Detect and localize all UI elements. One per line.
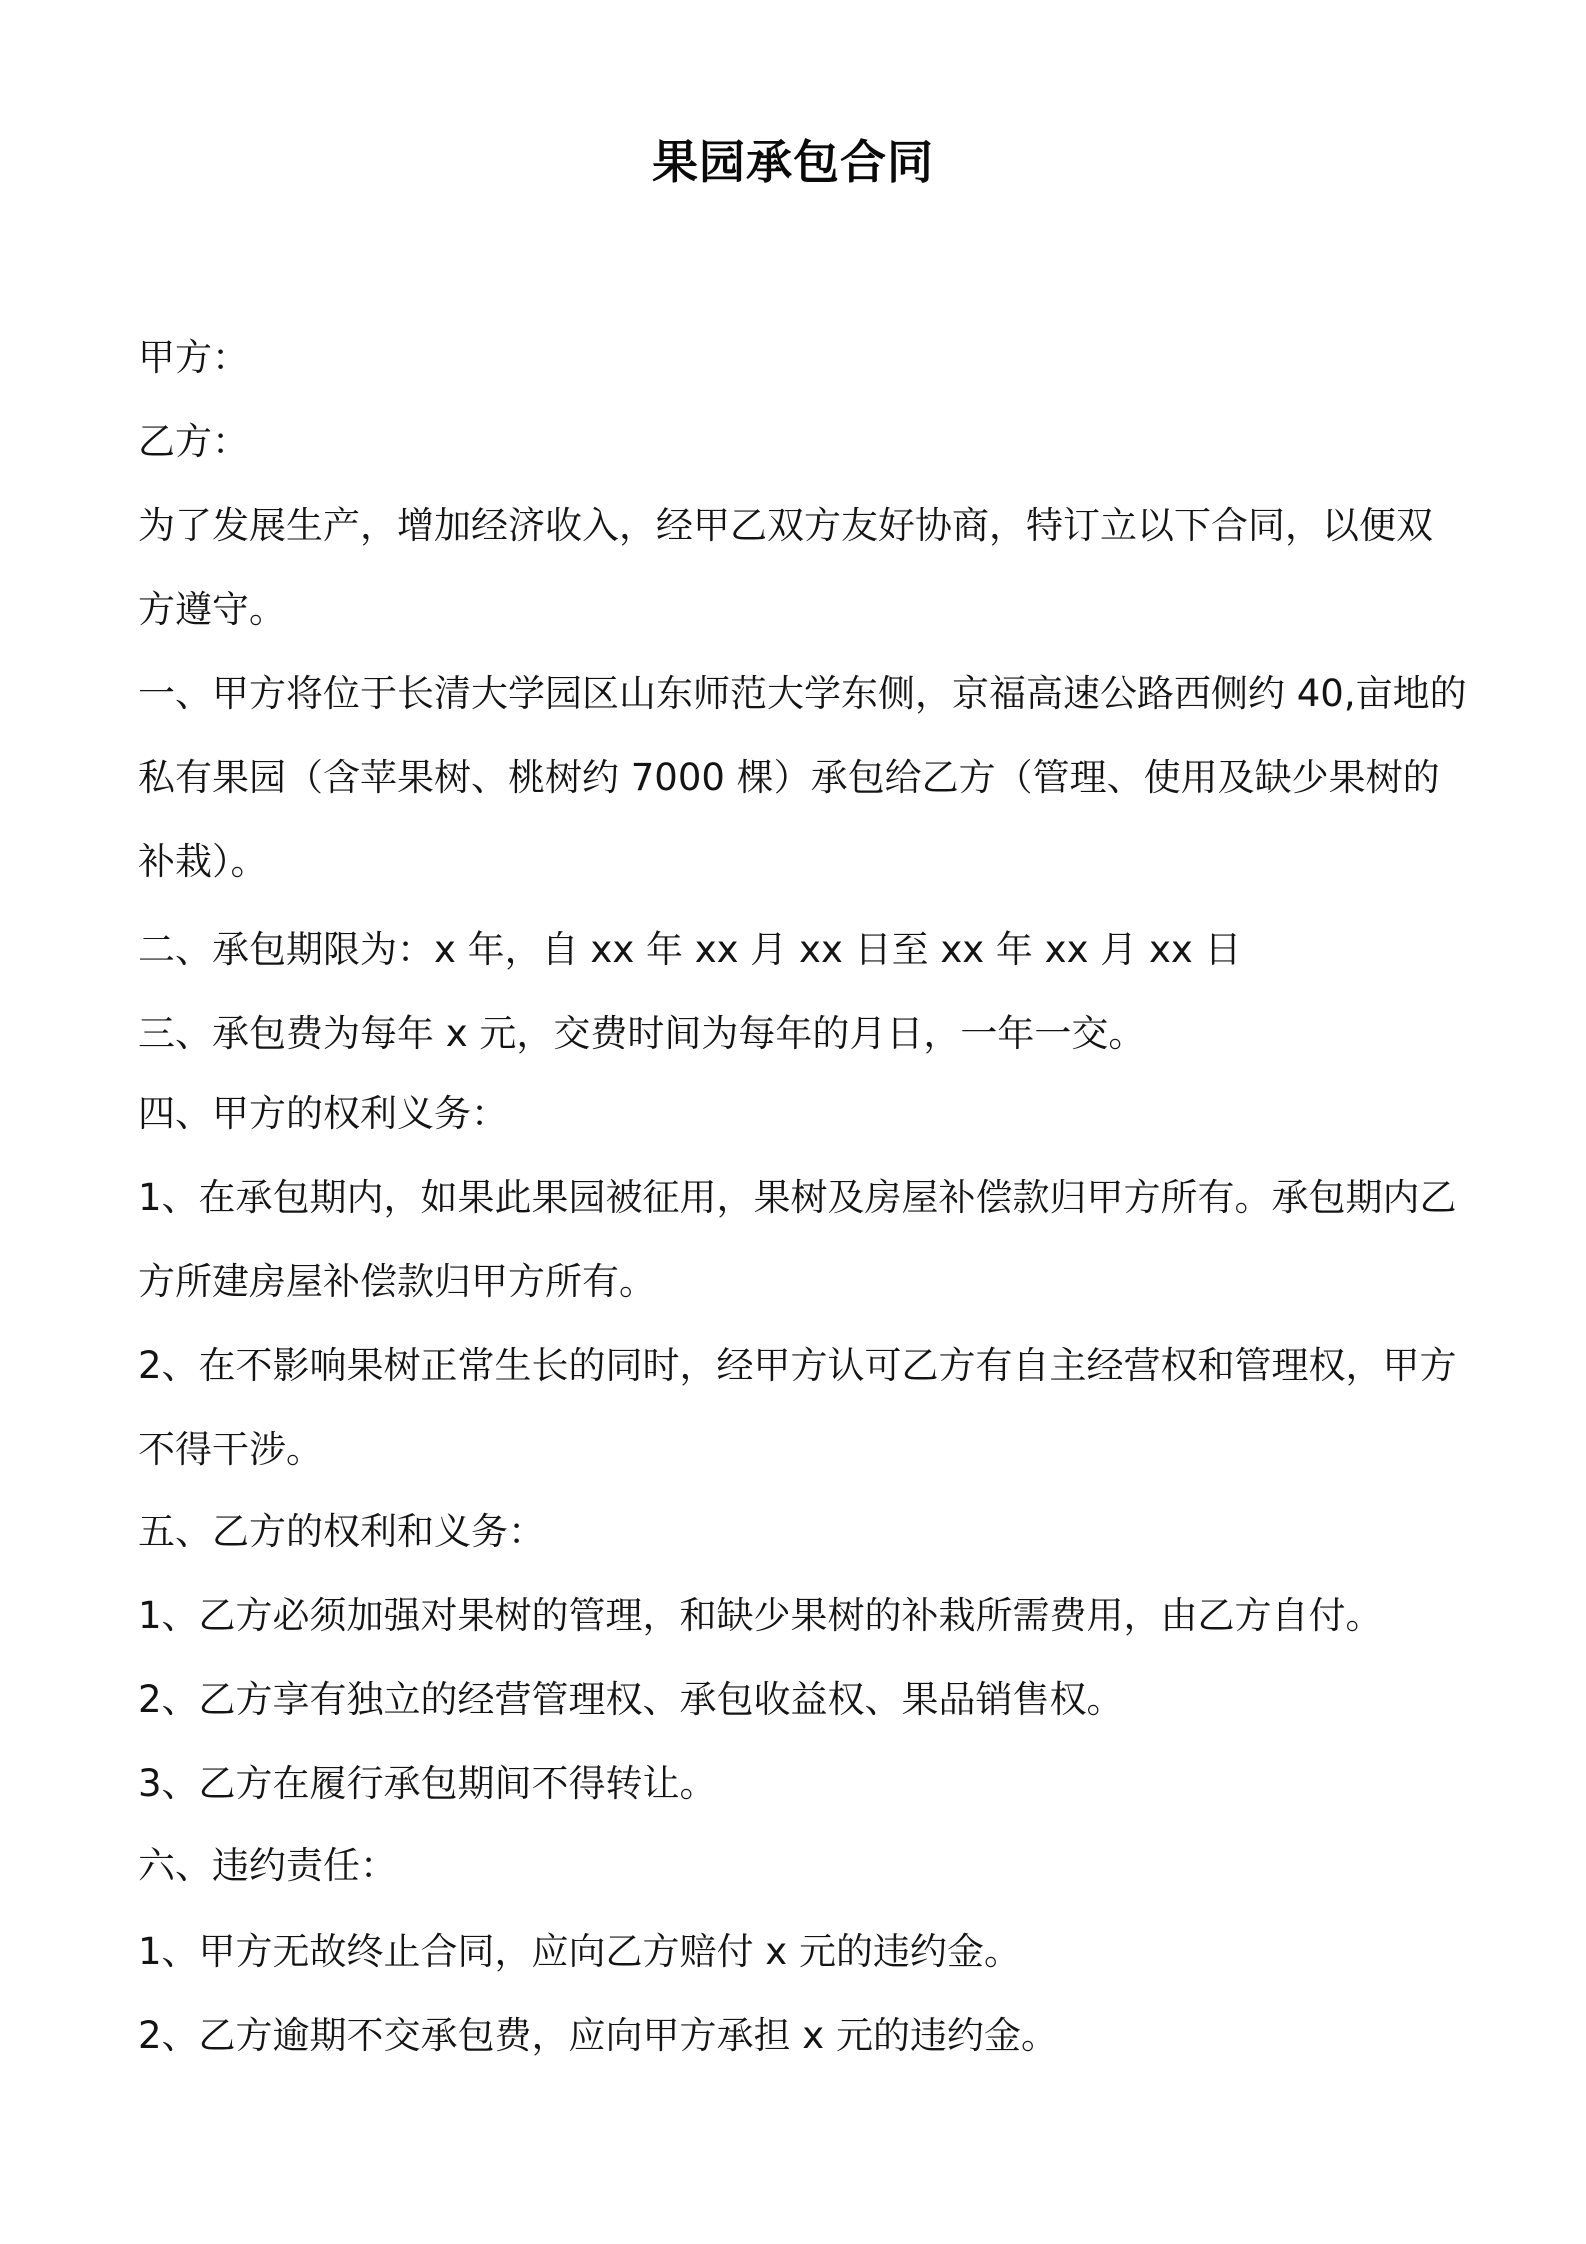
party-a-line: 甲方： — [138, 336, 249, 379]
section-4-item-2-line-2: 不得干涉。 — [138, 1428, 323, 1471]
section-5-item-3: 3、乙方在履行承包期间不得转让。 — [138, 1762, 717, 1805]
clause-2-line: 二、承包期限为：x 年，自 xx 年 xx 月 xx 日至 xx 年 xx 月 xx 日 — [138, 928, 1242, 971]
section-6-heading: 六、违约责任： — [138, 1844, 397, 1887]
section-5-item-1: 1、乙方必须加强对果树的管理，和缺少果树的补栽所需费用，由乙方自付。 — [138, 1594, 1383, 1637]
section-5-heading: 五、乙方的权利和义务： — [138, 1510, 545, 1553]
section-5-item-2: 2、乙方享有独立的经营管理权、承包收益权、果品销售权。 — [138, 1678, 1124, 1721]
section-4-item-2-line-1: 2、在不影响果树正常生长的同时，经甲方认可乙方有自主经营权和管理权，甲方 — [138, 1344, 1457, 1387]
clause-1-line-1: 一、甲方将位于长清大学园区山东师范大学东侧，京福高速公路西侧约 40,亩地的 — [138, 672, 1467, 715]
section-4-heading: 四、甲方的权利义务： — [138, 1092, 508, 1135]
preamble-line-1: 为了发展生产，增加经济收入，经甲乙双方友好协商，特订立以下合同，以便双 — [138, 504, 1433, 547]
section-6-item-1: 1、甲方无故终止合同，应向乙方赔付 x 元的违约金。 — [138, 1930, 1021, 1973]
section-4-item-1-line-1: 1、在承包期内，如果此果园被征用，果树及房屋补偿款归甲方所有。承包期内乙 — [138, 1176, 1457, 1219]
clause-3-line: 三、承包费为每年 x 元，交费时间为每年的月日，一年一交。 — [138, 1012, 1146, 1055]
page-title: 果园承包合同 — [652, 135, 934, 189]
clause-1-line-3: 补栽）。 — [138, 840, 268, 883]
clause-1-line-2: 私有果园（含苹果树、桃树约 7000 棵）承包给乙方（管理、使用及缺少果树的 — [138, 756, 1440, 799]
preamble-line-2: 方遵守。 — [138, 588, 286, 631]
section-6-item-2: 2、乙方逾期不交承包费，应向甲方承担 x 元的违约金。 — [138, 2014, 1058, 2057]
section-4-item-1-line-2: 方所建房屋补偿款归甲方所有。 — [138, 1260, 656, 1303]
party-b-line: 乙方： — [138, 420, 249, 463]
